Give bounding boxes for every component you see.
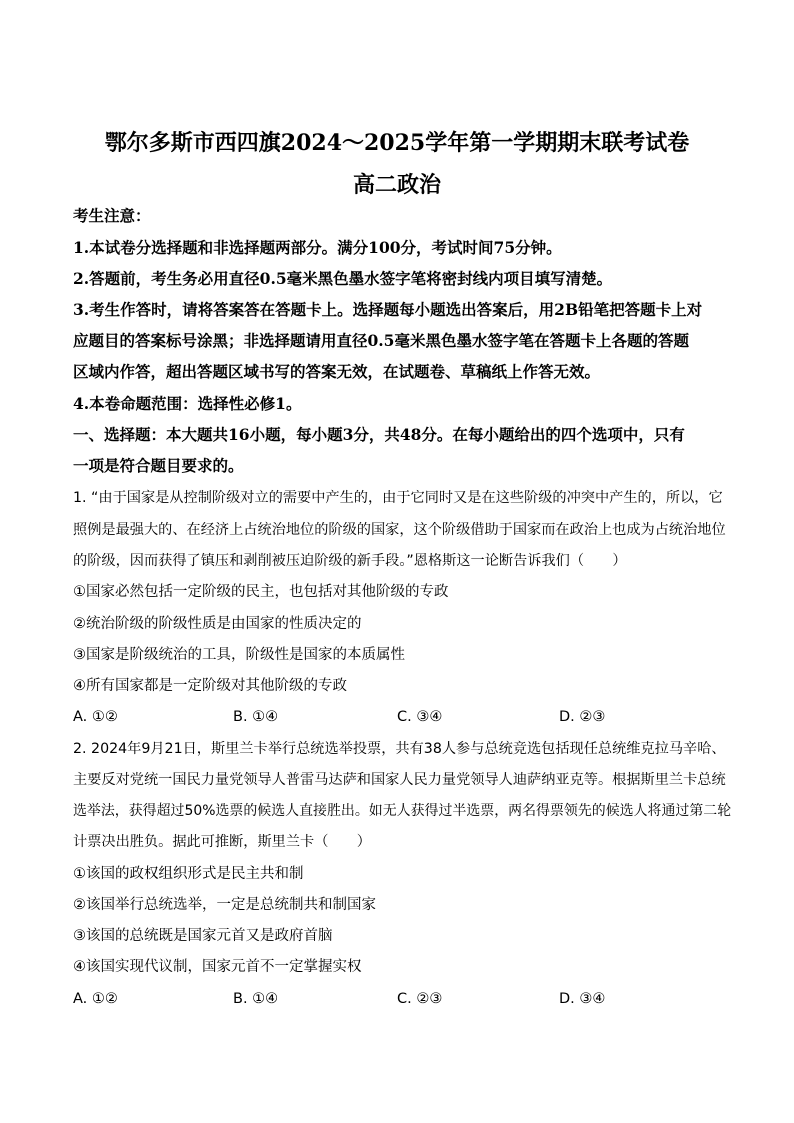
question-2-statement: ②该国举行总统选举，一定是总统制共和制国家	[73, 897, 376, 913]
question-2-text: 计票决出胜负。据此可推断，斯里兰卡（ ）	[73, 834, 371, 850]
question-1-statement: ②统治阶级的阶级性质是由国家的性质决定的	[73, 616, 362, 632]
exam-title: 鄂尔多斯市西四旗2024～2025学年第一学期期末联考试卷	[104, 130, 690, 156]
question-2-options	[73, 989, 733, 1009]
notice-item: 区域内作答，超出答题区域书写的答案无效，在试题卷、草稿纸上作答无效。	[73, 362, 601, 381]
question-1-statement: ③国家是阶级统治的工具，阶级性是国家的本质属性	[73, 647, 405, 663]
option-a: A. ①②	[73, 709, 118, 725]
question-2-text: 选举法，获得超过50%选票的候选人直接胜出。如无人获得过半选票，两名得票领先的候选人将通过第二轮	[73, 803, 732, 819]
notice-item: 应题目的答案标号涂黑；非选择题请用直径0.5毫米黑色墨水签字笔在答题卡上各题的答题	[73, 331, 689, 350]
option-a: A. ①②	[73, 991, 118, 1007]
question-1-statement: ④所有国家都是一定阶级对其他阶级的专政	[73, 678, 347, 694]
question-1-statement: ①国家必然包括一定阶级的民主，也包括对其他阶级的专政	[73, 584, 449, 600]
notice-heading: 考生注意：	[73, 206, 151, 225]
option-c: C. ③④	[397, 709, 443, 725]
option-d: D. ②③	[559, 709, 606, 725]
section-heading: 一、选择题：本大题共16小题，每小题3分，共48分。在每小题给出的四个选项中，只有	[73, 425, 685, 444]
exam-subject: 高二政治	[352, 172, 441, 198]
section-heading: 一项是符合题目要求的。	[73, 456, 244, 475]
question-1-text: 1. “由于国家是从控制阶级对立的需要中产生的，由于它同时又是在这些阶级的冲突中产生的，所以，它	[73, 490, 723, 506]
question-2-statement: ③该国的总统既是国家元首又是政府首脑	[73, 928, 333, 944]
question-1-options	[73, 707, 733, 727]
option-d: D. ③④	[559, 991, 606, 1007]
option-b: B. ①④	[233, 709, 279, 725]
question-2-text: 2. 2024年9月21日，斯里兰卡举行总统选举投票，共有38人参与总统竞选包括现任总统维克拉马辛哈、	[73, 741, 726, 757]
question-2-text: 主要反对党统一国民力量党领导人普雷马达萨和国家人民力量党领导人迪萨纳亚克等。根据斯里兰卡总统	[73, 772, 726, 788]
notice-item: 2.答题前，考生务必用直径0.5毫米黑色墨水签字笔将密封线内项目填写清楚。	[73, 269, 613, 288]
notice-item: 4.本卷命题范围：选择性必修1。	[73, 394, 302, 413]
notice-item: 3.考生作答时，请将答案答在答题卡上。选择题每小题选出答案后，用2B铅笔把答题卡上对	[73, 300, 703, 319]
option-b: B. ①④	[233, 991, 279, 1007]
question-2-statement: ①该国的政权组织形式是民主共和制	[73, 866, 304, 882]
question-2-statement: ④该国实现代议制，国家元首不一定掌握实权	[73, 959, 362, 975]
question-1-text: 的阶级，因而获得了镇压和剥削被压迫阶级的新手段。”恩格斯这一论断告诉我们（ ）	[73, 553, 627, 569]
notice-item: 1.本试卷分选择题和非选择题两部分。满分100分，考试时间75分钟。	[73, 238, 562, 257]
question-1-text: 照例是最强大的、在经济上占统治地位的阶级的国家，这个阶级借助于国家而在政治上也成为占统治地位	[73, 522, 726, 538]
option-c: C. ②③	[397, 991, 443, 1007]
